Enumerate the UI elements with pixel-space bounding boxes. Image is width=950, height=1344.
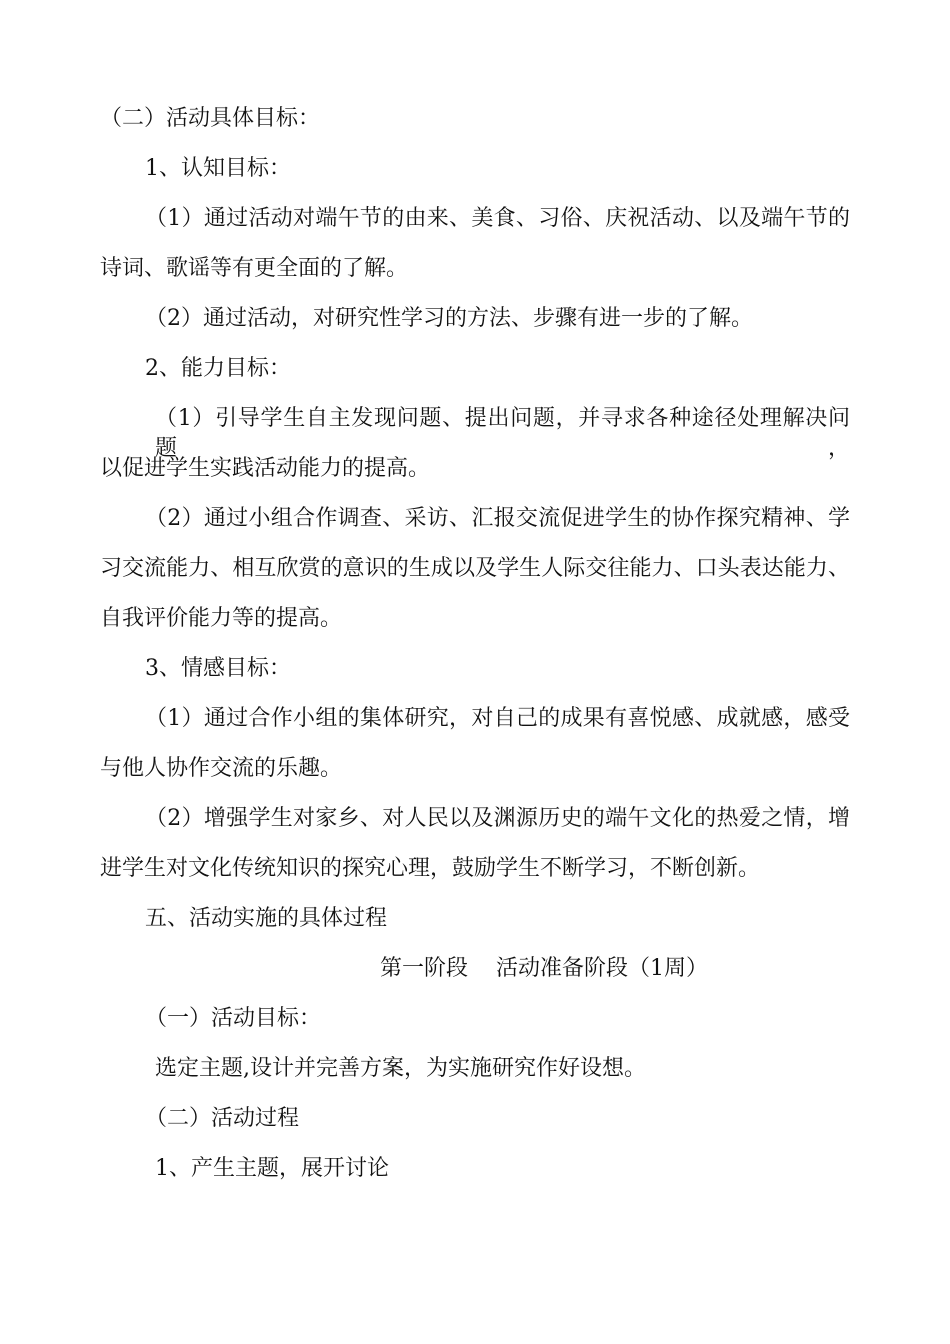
stage-heading bbox=[0, 954, 950, 984]
text-line: （2）通过活动，对研究性学习的方法、步骤有进一步的了解。 bbox=[145, 306, 753, 331]
text-line: 习交流能力、相互欣赏的意识的生成以及学生人际交往能力、口头表达能力、 bbox=[100, 556, 850, 581]
paragraph-emotional-1 bbox=[0, 704, 950, 734]
paragraph-ability-2 bbox=[0, 504, 950, 534]
subheading-emotional-goals bbox=[0, 654, 950, 684]
text-line: 进学生对文化传统知识的探究心理，鼓励学生不断学习，不断创新。 bbox=[100, 856, 761, 881]
subheading-activity-goal bbox=[0, 1004, 950, 1034]
text-line: （1）引导学生自主发现问题、提出问题，并寻求各种途径处理解决问题， bbox=[155, 406, 850, 461]
text-line: 五、活动实施的具体过程 bbox=[145, 906, 388, 931]
paragraph-cognitive-2 bbox=[0, 304, 950, 334]
text-line: 2、能力目标： bbox=[145, 356, 291, 381]
subheading-cognitive-goals bbox=[0, 154, 950, 184]
text-line: 以促进学生实践活动能力的提高。 bbox=[100, 456, 431, 481]
paragraph-ability-1-cont bbox=[0, 454, 950, 484]
section-heading-specific-goals bbox=[0, 104, 950, 134]
paragraph-cognitive-1-cont bbox=[0, 254, 950, 284]
text-line: （2）通过小组合作调查、采访、汇报交流促进学生的协作探究精神、学 bbox=[145, 506, 850, 531]
paragraph-ability-1 bbox=[0, 404, 950, 461]
paragraph-emotional-2 bbox=[0, 804, 950, 834]
text-line: （2）增强学生对家乡、对人民以及渊源历史的端午文化的热爱之情，增 bbox=[145, 806, 850, 831]
text-line: 诗词、歌谣等有更全面的了解。 bbox=[100, 256, 409, 281]
text-line: （1）通过活动对端午节的由来、美食、习俗、庆祝活动、以及端午节的 bbox=[145, 206, 850, 231]
text-line: （二）活动具体目标： bbox=[100, 106, 321, 131]
subheading-generate-topic bbox=[0, 1154, 950, 1184]
text-line: 自我评价能力等的提高。 bbox=[100, 606, 343, 631]
paragraph-ability-2-cont bbox=[0, 554, 950, 584]
text-line: （一）活动目标： bbox=[145, 1006, 322, 1031]
paragraph-emotional-1-cont bbox=[0, 754, 950, 784]
text-line: （1）通过合作小组的集体研究，对自己的成果有喜悦感、成就感，感受 bbox=[145, 706, 850, 731]
paragraph-cognitive-1 bbox=[0, 204, 950, 234]
paragraph-activity-goal bbox=[0, 1054, 950, 1084]
text-line: 与他人协作交流的乐趣。 bbox=[100, 756, 343, 781]
section-heading-implementation bbox=[0, 904, 950, 934]
text-line: 选定主题,设计并完善方案，为实施研究作好设想。 bbox=[155, 1056, 646, 1081]
text-line: 1、认知目标： bbox=[145, 156, 291, 181]
subheading-activity-process bbox=[0, 1104, 950, 1134]
text-line: 1、产生主题，展开讨论 bbox=[155, 1156, 389, 1181]
subheading-ability-goals bbox=[0, 354, 950, 384]
paragraph-ability-2-end bbox=[0, 604, 950, 634]
text-line: （二）活动过程 bbox=[145, 1106, 300, 1131]
paragraph-emotional-2-cont bbox=[0, 854, 950, 884]
text-line: 3、情感目标： bbox=[145, 656, 291, 681]
text-line: 第一阶段 活动准备阶段（1周） bbox=[380, 956, 708, 981]
